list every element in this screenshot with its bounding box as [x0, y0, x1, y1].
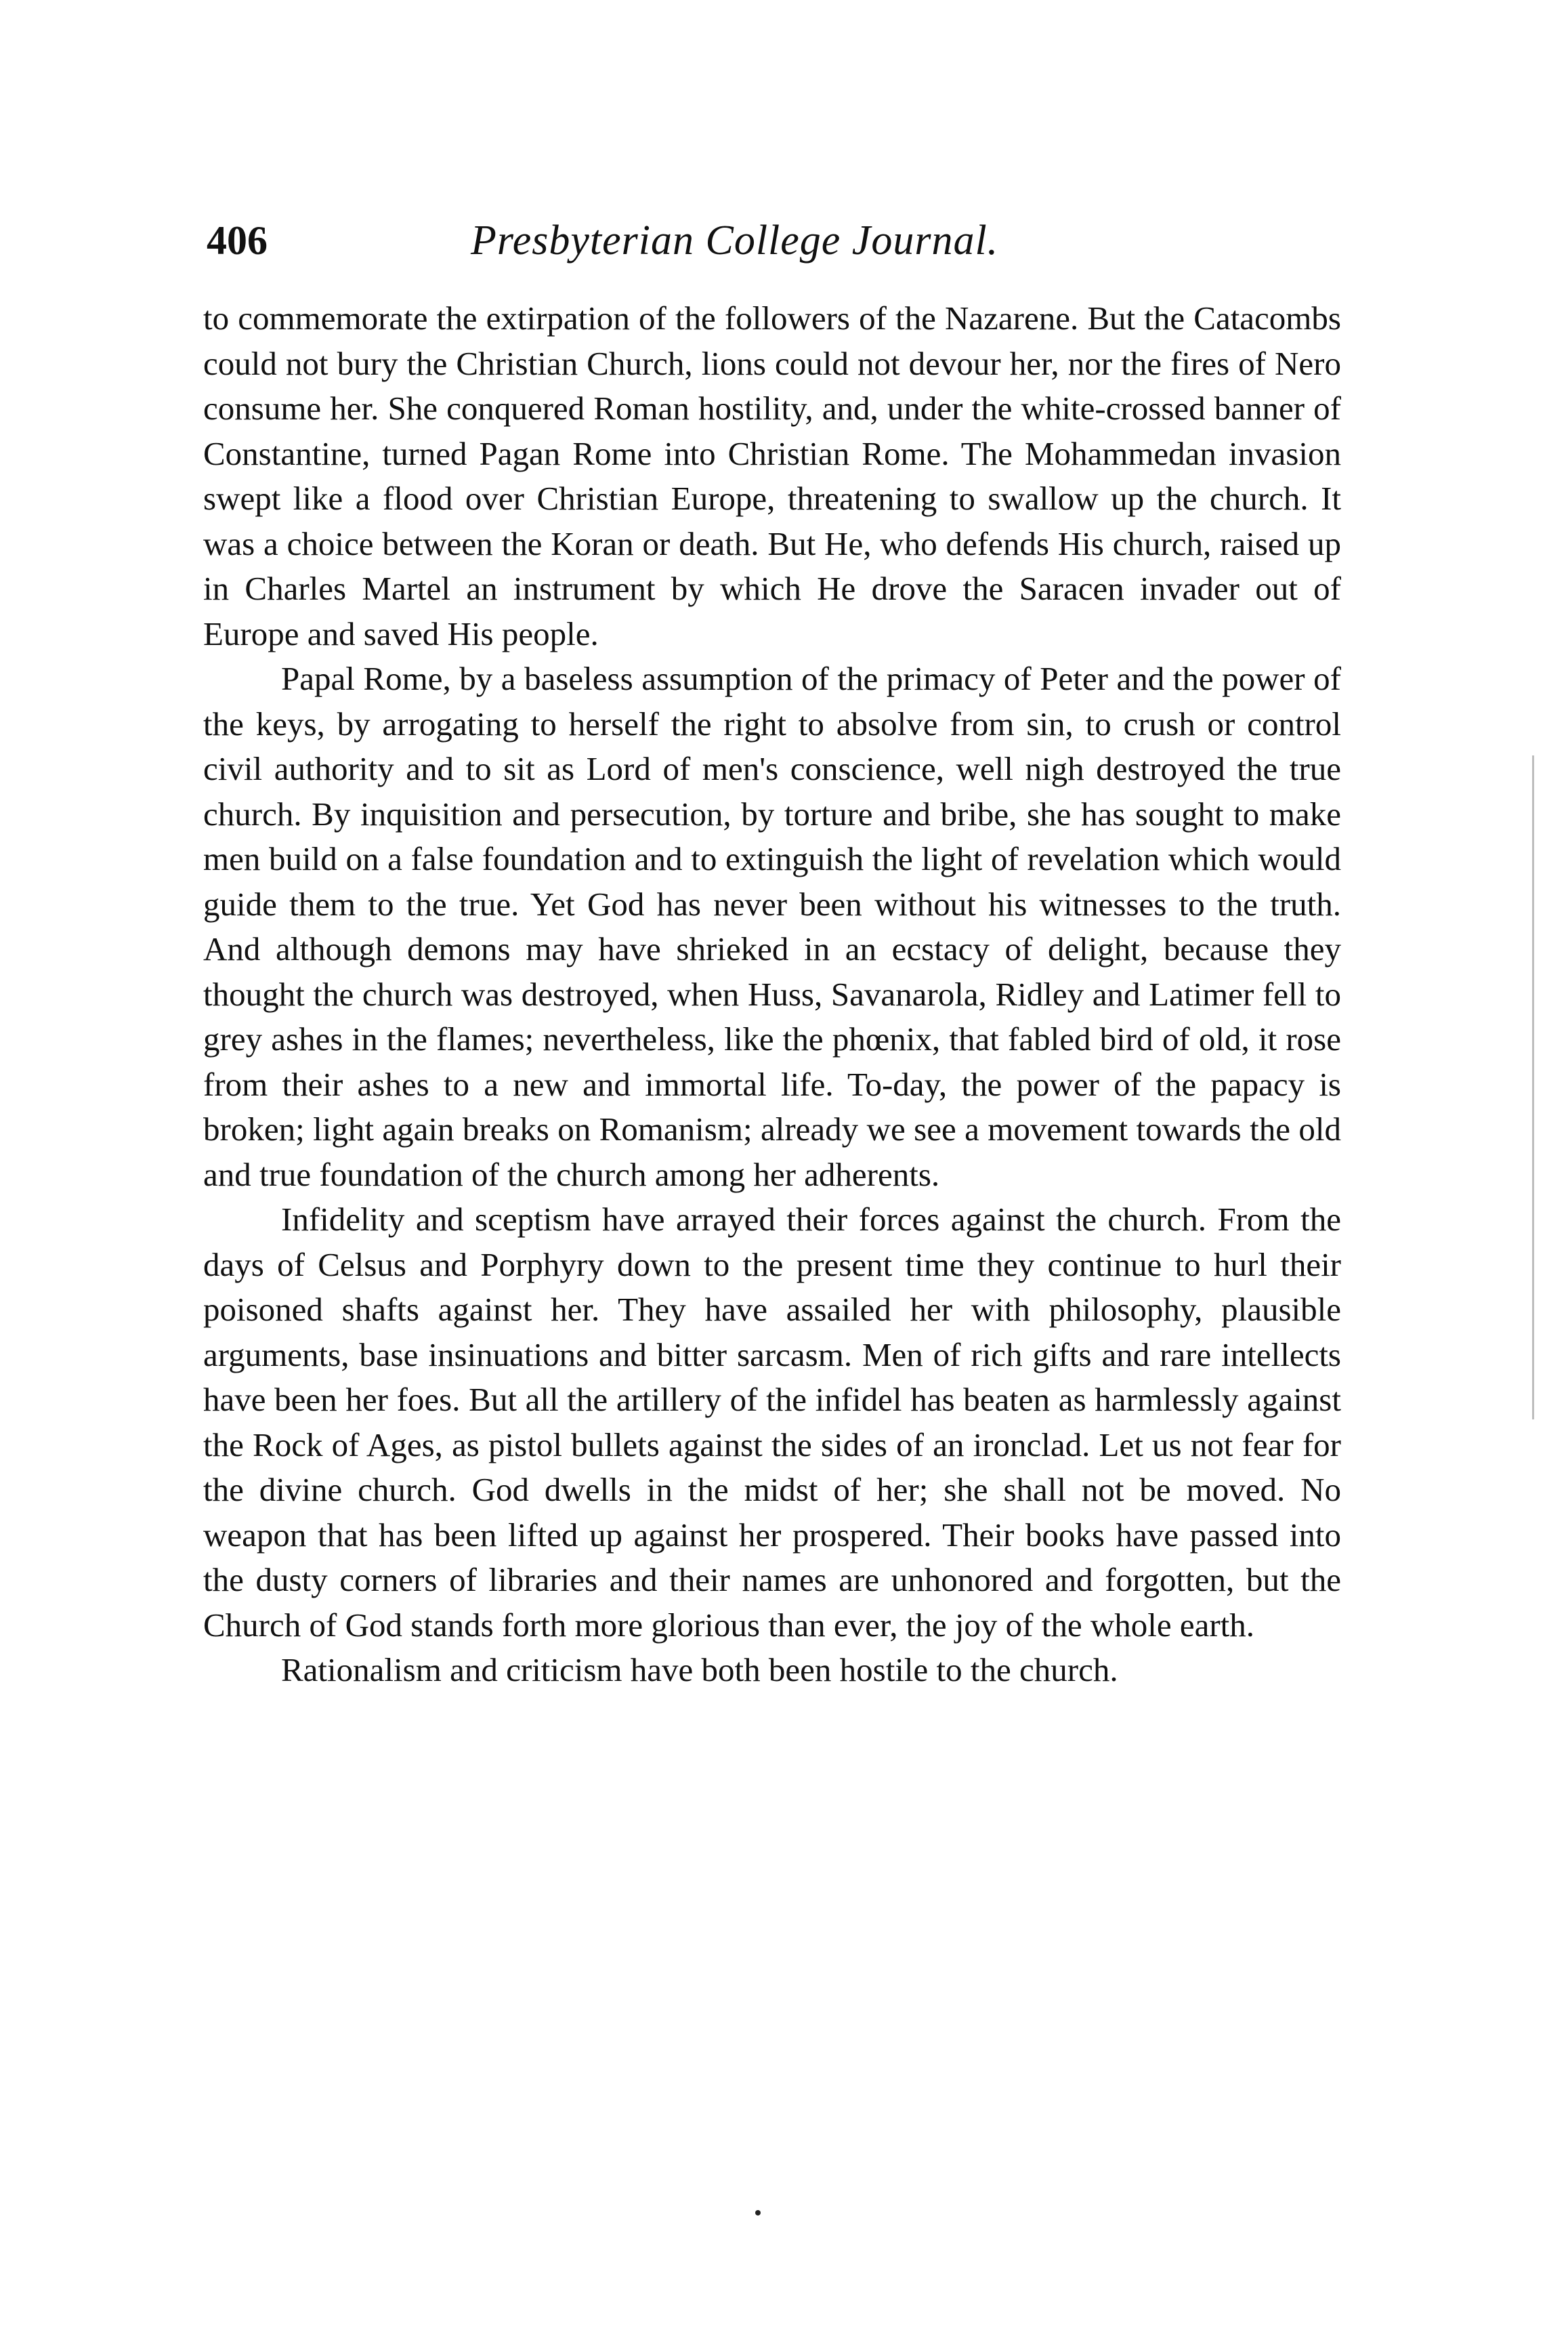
- paragraph-rationalism: Rationalism and criticism have both been hostile to the church.: [281, 1651, 1118, 1688]
- body-text: [203, 296, 1341, 2295]
- paragraph-infidelity: Infidelity and sceptism have arrayed their forces against the church. From the days of Celsus and Porphyry down to the present time they continue to hurl their poisoned shafts against her. They have assailed her with philosophy, plausible arguments, base insinuations and bitter sarcasm. Men of rich gifts and rare intellects have been her foes. But all the artillery of the infidel has beaten as harmlessly against the Rock of Ages, as pistol bullets against the sides of an ironclad. Let us not fear for the divine church. God dwells in the midst of her; she shall not be moved. No weapon that has been lifted up against her prospered. Their books have passed into the dusty corners of libraries and their names are unhonored and forgotten, but the Church of God stands forth more glorious than ever, the joy of the whole earth.: [203, 1201, 1341, 1644]
- print-speck: [755, 2210, 761, 2215]
- page-header: [207, 207, 1341, 281]
- running-title: Presbyterian College Journal.: [471, 217, 999, 264]
- margin-scan-line: [1532, 755, 1534, 1419]
- paragraph-continuation: to commemorate the extirpation of the followers of the Nazarene. But the Catacombs could not bury the Christian Church, lions could not devour her, nor the fires of Nero consume her. She conquered Roman hostility, and, under the white-crossed banner of Constantine, turned Pagan Rome into Christian Rome. The Mohammedan invasion swept like a flood over Christian Europe, threatening to swallow up the church. It was a choice between the Koran or death. But He, who defends His church, raised up in Charles Martel an instrument by which He drove the Saracen invader out of Europe and saved His people.: [203, 299, 1341, 652]
- paragraph-papal-rome: Papal Rome, by a baseless assumption of the primacy of Peter and the power of the keys, by arrogating to herself the right to absolve from sin, to crush or control civil authority and to sit as Lord of men's conscience, well nigh destroyed the true church. By inquisition and persecution, by torture and bribe, she has sought to make men build on a false foundation and to extinguish the light of revelation which would guide them to the true. Yet God has never been without his witnesses to the truth. And although demons may have shrieked in an ecstacy of delight, because they thought the church was destroyed, when Huss, Savanarola, Ridley and Latimer fell to grey ashes in the flames; nevertheless, like the phœnix, that fabled bird of old, it rose from their ashes to a new and immortal life. To-day, the power of the papacy is broken; light again breaks on Romanism; already we see a movement towards the old and true foundation of the church among her adherents.: [203, 660, 1341, 1193]
- page-number: 406: [207, 218, 268, 263]
